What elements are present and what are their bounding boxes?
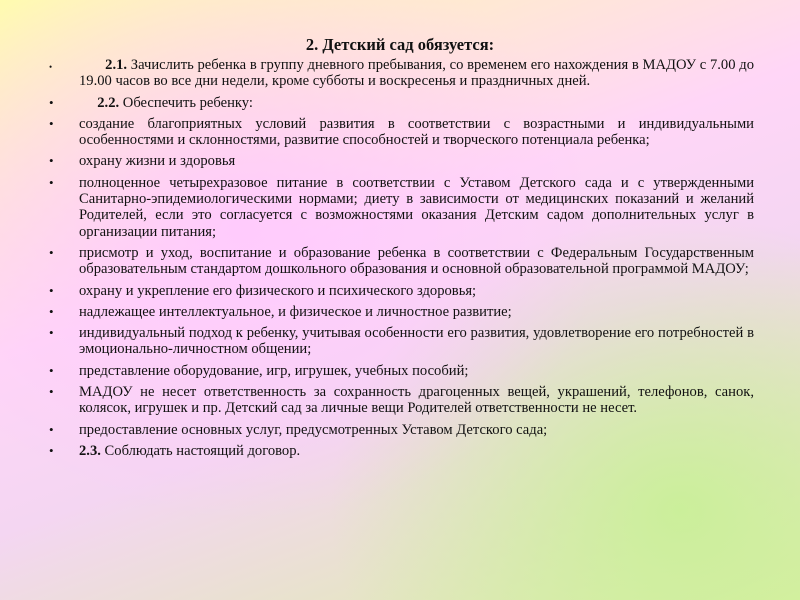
list-item-text [79,116,754,148]
bullet-icon: • [49,421,54,437]
list-item [30,422,754,438]
bullet-icon: • [49,174,54,190]
clause-text: представление оборудование, игр, игрушек, учебных пособий; [79,362,469,379]
list-item [30,304,754,320]
clause-text: надлежащее интеллектуальное, и физическое и личностное развитие; [79,303,512,320]
list-item [30,175,754,240]
bullet-icon: • [49,62,53,72]
list-item-text [79,95,253,111]
bullet-icon: • [49,384,54,400]
list-item-text [79,304,512,320]
clause-text: создание благоприятных условий развития в соответствии с возрастными и индивидуальными особенностями и склонностями, развитие способностей и творческого потенциала ребенка; [79,115,754,149]
clause-number: 2.2. [97,94,120,111]
clause-text: охрану жизни и здоровья [79,153,236,170]
list-item-text [79,283,476,299]
clause-text: индивидуальный подход к ребенку, учитывая особенности его развития, удовлетворение его потребностей в эмоционально-личностном общении; [79,325,754,358]
bullet-icon: • [49,282,54,298]
clause-text: МАДОУ не несет ответственность за сохранность драгоценных вещей, украшений, телефонов, санок, колясок, игрушек и пр. Детский сад за личные вещи Родителей ответственности не несет. [79,384,754,417]
clause-number: 2.1. [105,57,128,73]
list-item-text [79,384,754,416]
clause-text: охрану и укрепление его физического и психического здоровья; [79,282,477,299]
list-item [30,95,754,111]
section-title: 2. Детский сад обязуется: [305,35,495,54]
clause-text: присмотр и уход, воспитание и образование ребенка в соответствии с Федеральным Государственным образовательным стандартом дошкольного образования и основной образовательной программой МАДОУ; [79,244,754,278]
list-item [30,245,754,278]
list-item [30,443,754,459]
clause-text: Соблюдать настоящий договор. [100,442,301,459]
list-item [30,325,754,358]
clause-text: полноценное четырехразовое питание в соответствии с Уставом Детского сада и с утвержденными Санитарно-эпидемиологическими нормами; диету в зависимости от медицинских показаний и желаний Родителей, если это согласуется с возможностями оказания Детским садом дополнительных услуг в организации питания; [79,174,754,240]
bullet-icon: • [49,115,54,131]
obligations-list [30,57,754,464]
list-item-text [79,443,300,459]
bullet-icon: • [49,362,54,378]
bullet-icon: • [49,94,54,110]
list-item-text [79,422,547,438]
list-item-text [79,153,235,169]
list-item [30,384,754,417]
list-item-text [79,325,754,357]
bullet-icon: • [49,442,54,458]
list-item-text [79,363,468,379]
bullet-icon: • [49,244,54,260]
clause-text: Обеспечить ребенку: [119,94,253,111]
clause-number: 2.3. [79,442,101,459]
list-item [30,116,754,149]
list-item [30,363,754,379]
bullet-icon: • [49,153,54,169]
bullet-icon: • [49,303,54,319]
clause-text: Зачислить ребенка в группу дневного пребывания, со временем его нахождения в МАДОУ с 7.00 до 19.00 часов во все дни недели, кроме субботы и воскресенья и праздничных дней. [79,57,754,90]
list-item [30,283,754,299]
list-item-text [79,175,754,240]
list-item-text [79,245,754,277]
list-item-text [79,57,754,89]
list-item [30,57,754,90]
clause-text: предоставление основных услуг, предусмотренных Уставом Детского сада; [79,421,548,438]
list-item [30,153,754,169]
bullet-icon: • [49,325,54,341]
